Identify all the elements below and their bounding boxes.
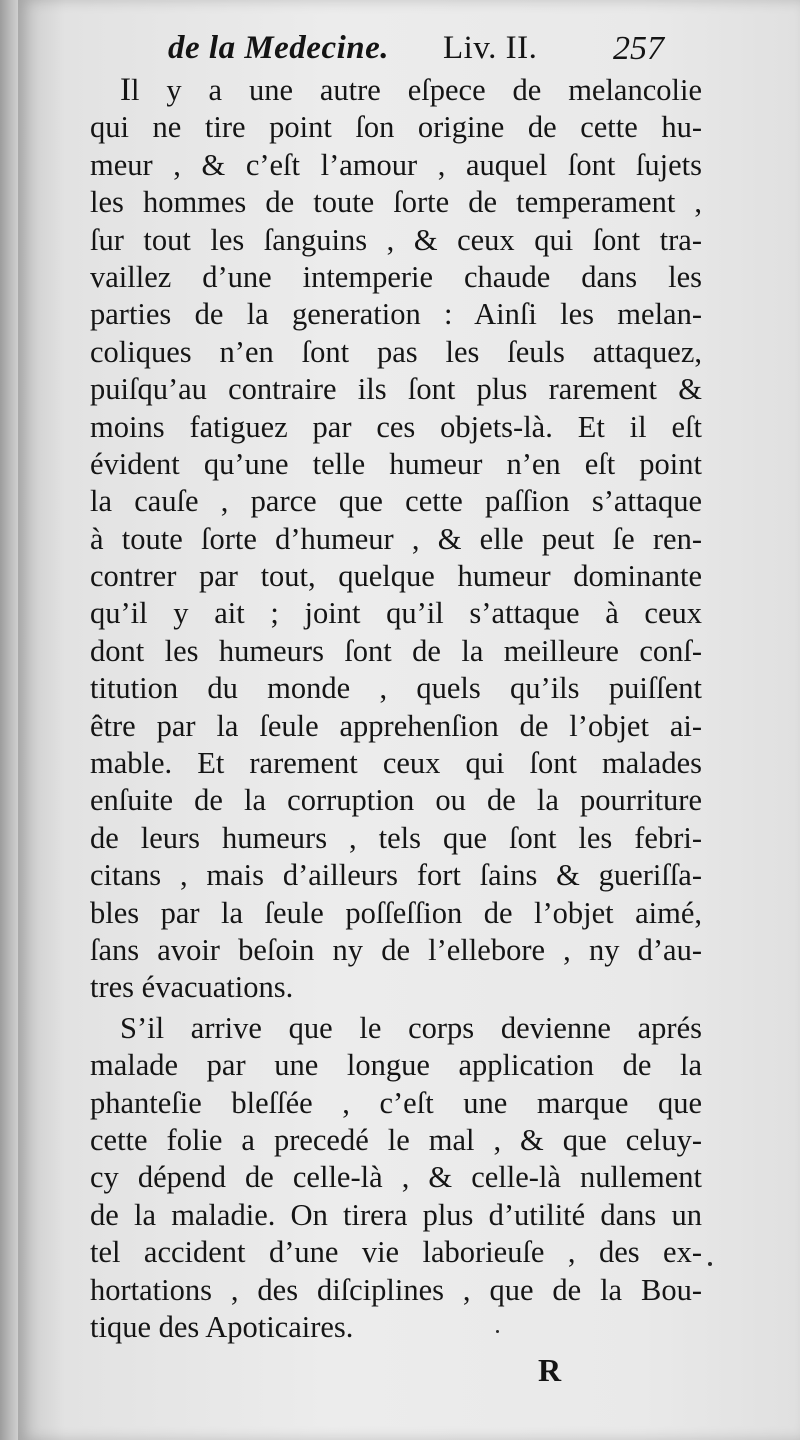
running-header: [168, 30, 708, 70]
text-line: de leurs humeurs , tels que ſont les febri-: [90, 820, 702, 855]
text-line: mable. Et rarement ceux qui ſont malades: [90, 746, 702, 781]
text-line: enſuite de la corruption ou de la pourriture: [90, 783, 702, 818]
ink-speck: [708, 1262, 712, 1266]
text-line: hortations , des diſciplines , que de la Bou-: [90, 1272, 702, 1307]
running-title: de la Medecine.: [168, 30, 390, 66]
text-line: ſur tout les ſanguins , & ceux qui ſont tra-: [90, 222, 702, 257]
text-line: ſans avoir beſoin ny de l’ellebore , ny d’au-: [90, 932, 702, 967]
text-line: titution du monde , quels qu’ils puiſſent: [90, 671, 702, 706]
text-line: être par la ſeule apprehenſion de l’objet ai-: [90, 708, 702, 743]
text-line: Il y a une autre eſpece de melancolie: [120, 72, 702, 108]
page-gutter-shadow: [0, 0, 18, 1440]
text-line: parties de la generation : Ainſi les melan-: [90, 297, 702, 332]
text-line: cy dépend de celle-là , & celle-là nullement: [90, 1160, 702, 1195]
text-line: S’il arrive que le corps devienne aprés: [120, 1010, 702, 1045]
text-line: les hommes de toute ſorte de temperament ,: [90, 185, 702, 220]
page-number: 257: [613, 30, 664, 67]
paragraph-2: [90, 1010, 702, 1347]
text-line: cette folie a precedé le mal , & que celuy-: [90, 1122, 702, 1157]
paragraph-1: [90, 72, 702, 1007]
body-text: [90, 72, 702, 1346]
text-line: dont les humeurs ſont de la meilleure conſ-: [90, 633, 702, 668]
text-line: meur , & c’eſt l’amour , auquel ſont ſujets: [90, 147, 702, 182]
text-line: à toute ſorte d’humeur , & elle peut ſe ren-: [90, 521, 702, 556]
text-line: moins fatiguez par ces objets-là. Et il eſt: [90, 409, 702, 444]
text-line: vaillez d’une intemperie chaude dans les: [90, 259, 702, 294]
signature-mark: R: [538, 1352, 562, 1388]
text-line: de la maladie. On tirera plus d’utilité dans un: [90, 1197, 702, 1232]
text-line: tique des Apoticaires.: [90, 1309, 354, 1344]
text-line: qui ne tire point ſon origine de cette hu-: [90, 110, 702, 145]
text-line: la cauſe , parce que cette paſſion s’attaque: [90, 484, 702, 519]
text-line: tres évacuations.: [90, 970, 294, 1005]
text-line: coliques n’en ſont pas les ſeuls attaquez,: [90, 334, 702, 369]
book-label: Liv. II.: [443, 30, 538, 66]
ink-speck: [496, 1330, 499, 1333]
text-line: puiſqu’au contraire ils ſont plus rarement &: [90, 372, 702, 407]
book-page: [18, 0, 800, 1440]
text-line: évident qu’une telle humeur n’en eſt point: [90, 446, 702, 481]
text-line: contrer par tout, quelque humeur dominante: [90, 559, 702, 594]
text-line: phanteſie bleſſée , c’eſt une marque que: [90, 1085, 702, 1120]
text-line: citans , mais d’ailleurs fort ſains & gueriſſa-: [90, 858, 702, 893]
text-line: malade par une longue application de la: [90, 1048, 702, 1083]
text-line: bles par la ſeule poſſeſſion de l’objet aimé,: [90, 895, 702, 930]
text-line: tel accident d’une vie laborieuſe , des ex-: [90, 1235, 702, 1270]
text-line: qu’il y ait ; joint qu’il s’attaque à ceux: [90, 596, 702, 631]
